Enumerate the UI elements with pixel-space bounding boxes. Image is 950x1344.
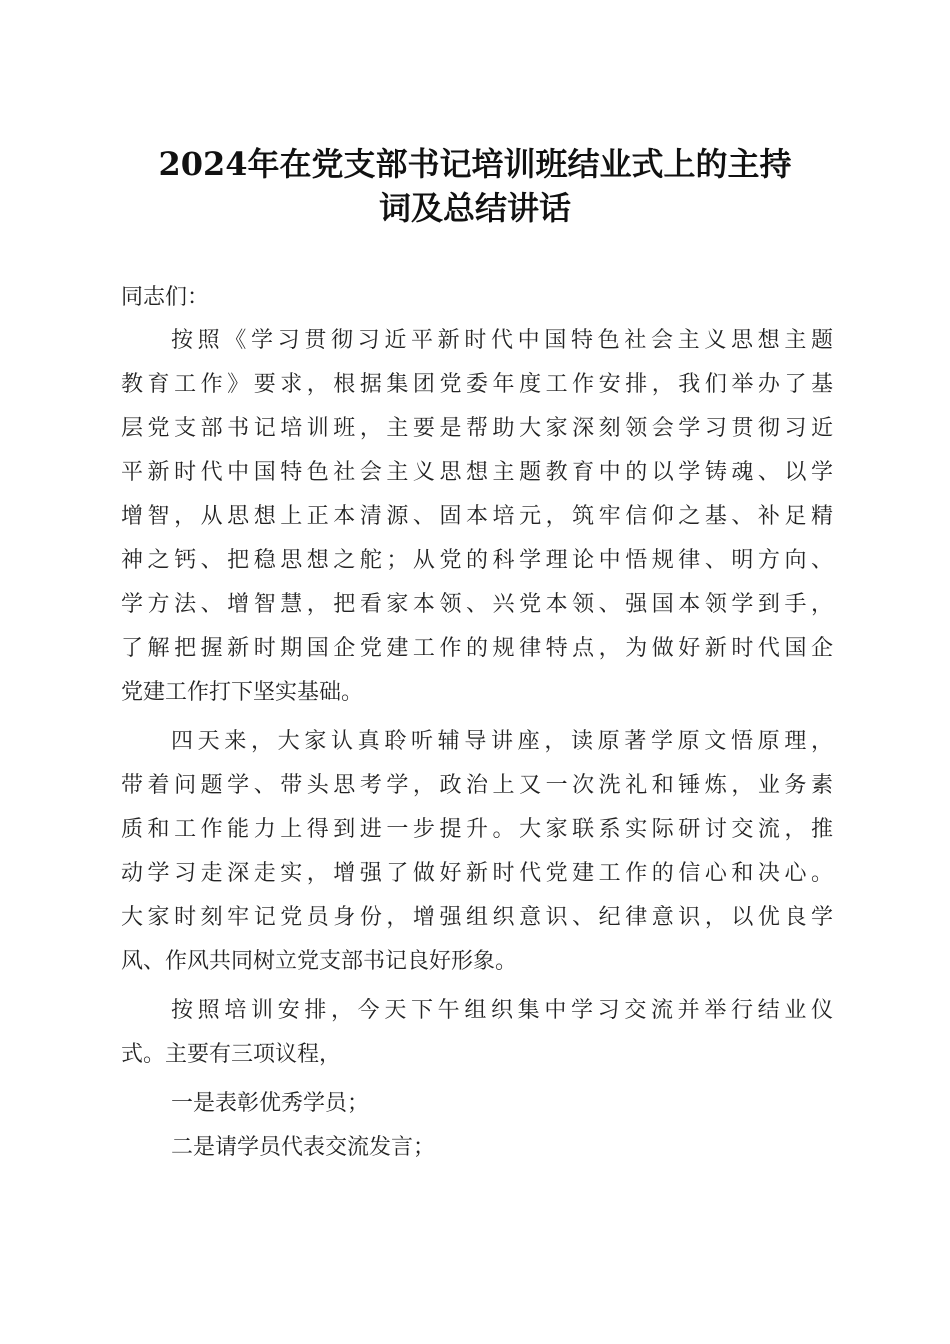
document-title-line-1: 2024年在党支部书记培训班结业式上的主持 [158,145,792,183]
paragraph-line: 增智，从思想上正本清源、固本培元，筑牢信仰之基、补足精 [121,504,833,529]
paragraph-line: 四天来，大家认真聆听辅导讲座，读原著学原文悟原理， [171,729,833,754]
paragraph-line: 神之钙、把稳思想之舵；从党的科学理论中悟规律、明方向、 [121,548,833,573]
paragraph-line: 平新时代中国特色社会主义思想主题教育中的以学铸魂、以学 [121,460,833,485]
agenda-item-1: 一是表彰优秀学员； [171,1091,370,1116]
paragraph-line: 党建工作打下坚实基础。 [121,680,364,705]
paragraph-line: 了解把握新时期国企党建工作的规律特点，为做好新时代国企 [121,636,833,661]
document-title-line-2: 词及总结讲话 [378,189,571,227]
salutation: 同志们： [121,285,210,310]
paragraph-line: 大家时刻牢记党员身份，增强组织意识、纪律意识，以优良学 [121,905,833,930]
paragraph-line: 风、作风共同树立党支部书记良好形象。 [121,949,518,974]
paragraph-line: 层党支部书记培训班，主要是帮助大家深刻领会学习贯彻习近 [121,416,833,441]
paragraph-line: 教育工作》要求，根据集团党委年度工作安排，我们举办了基 [121,372,833,397]
paragraph-line: 式。主要有三项议程， [121,1042,342,1067]
paragraph-line: 学方法、增智慧，把看家本领、兴党本领、强国本领学到手， [121,592,833,617]
paragraph-line: 动学习走深走实，增强了做好新时代党建工作的信心和决心。 [121,861,833,886]
agenda-item-2: 二是请学员代表交流发言； [171,1135,436,1160]
paragraph-line: 按照培训安排，今天下午组织集中学习交流并举行结业仪 [171,998,833,1023]
paragraph-line: 按照《学习贯彻习近平新时代中国特色社会主义思想主题 [171,328,833,353]
paragraph-line: 带着问题学、带头思考学，政治上又一次洗礼和锤炼，业务素 [121,773,833,798]
paragraph-line: 质和工作能力上得到进一步提升。大家联系实际研讨交流，推 [121,817,833,842]
